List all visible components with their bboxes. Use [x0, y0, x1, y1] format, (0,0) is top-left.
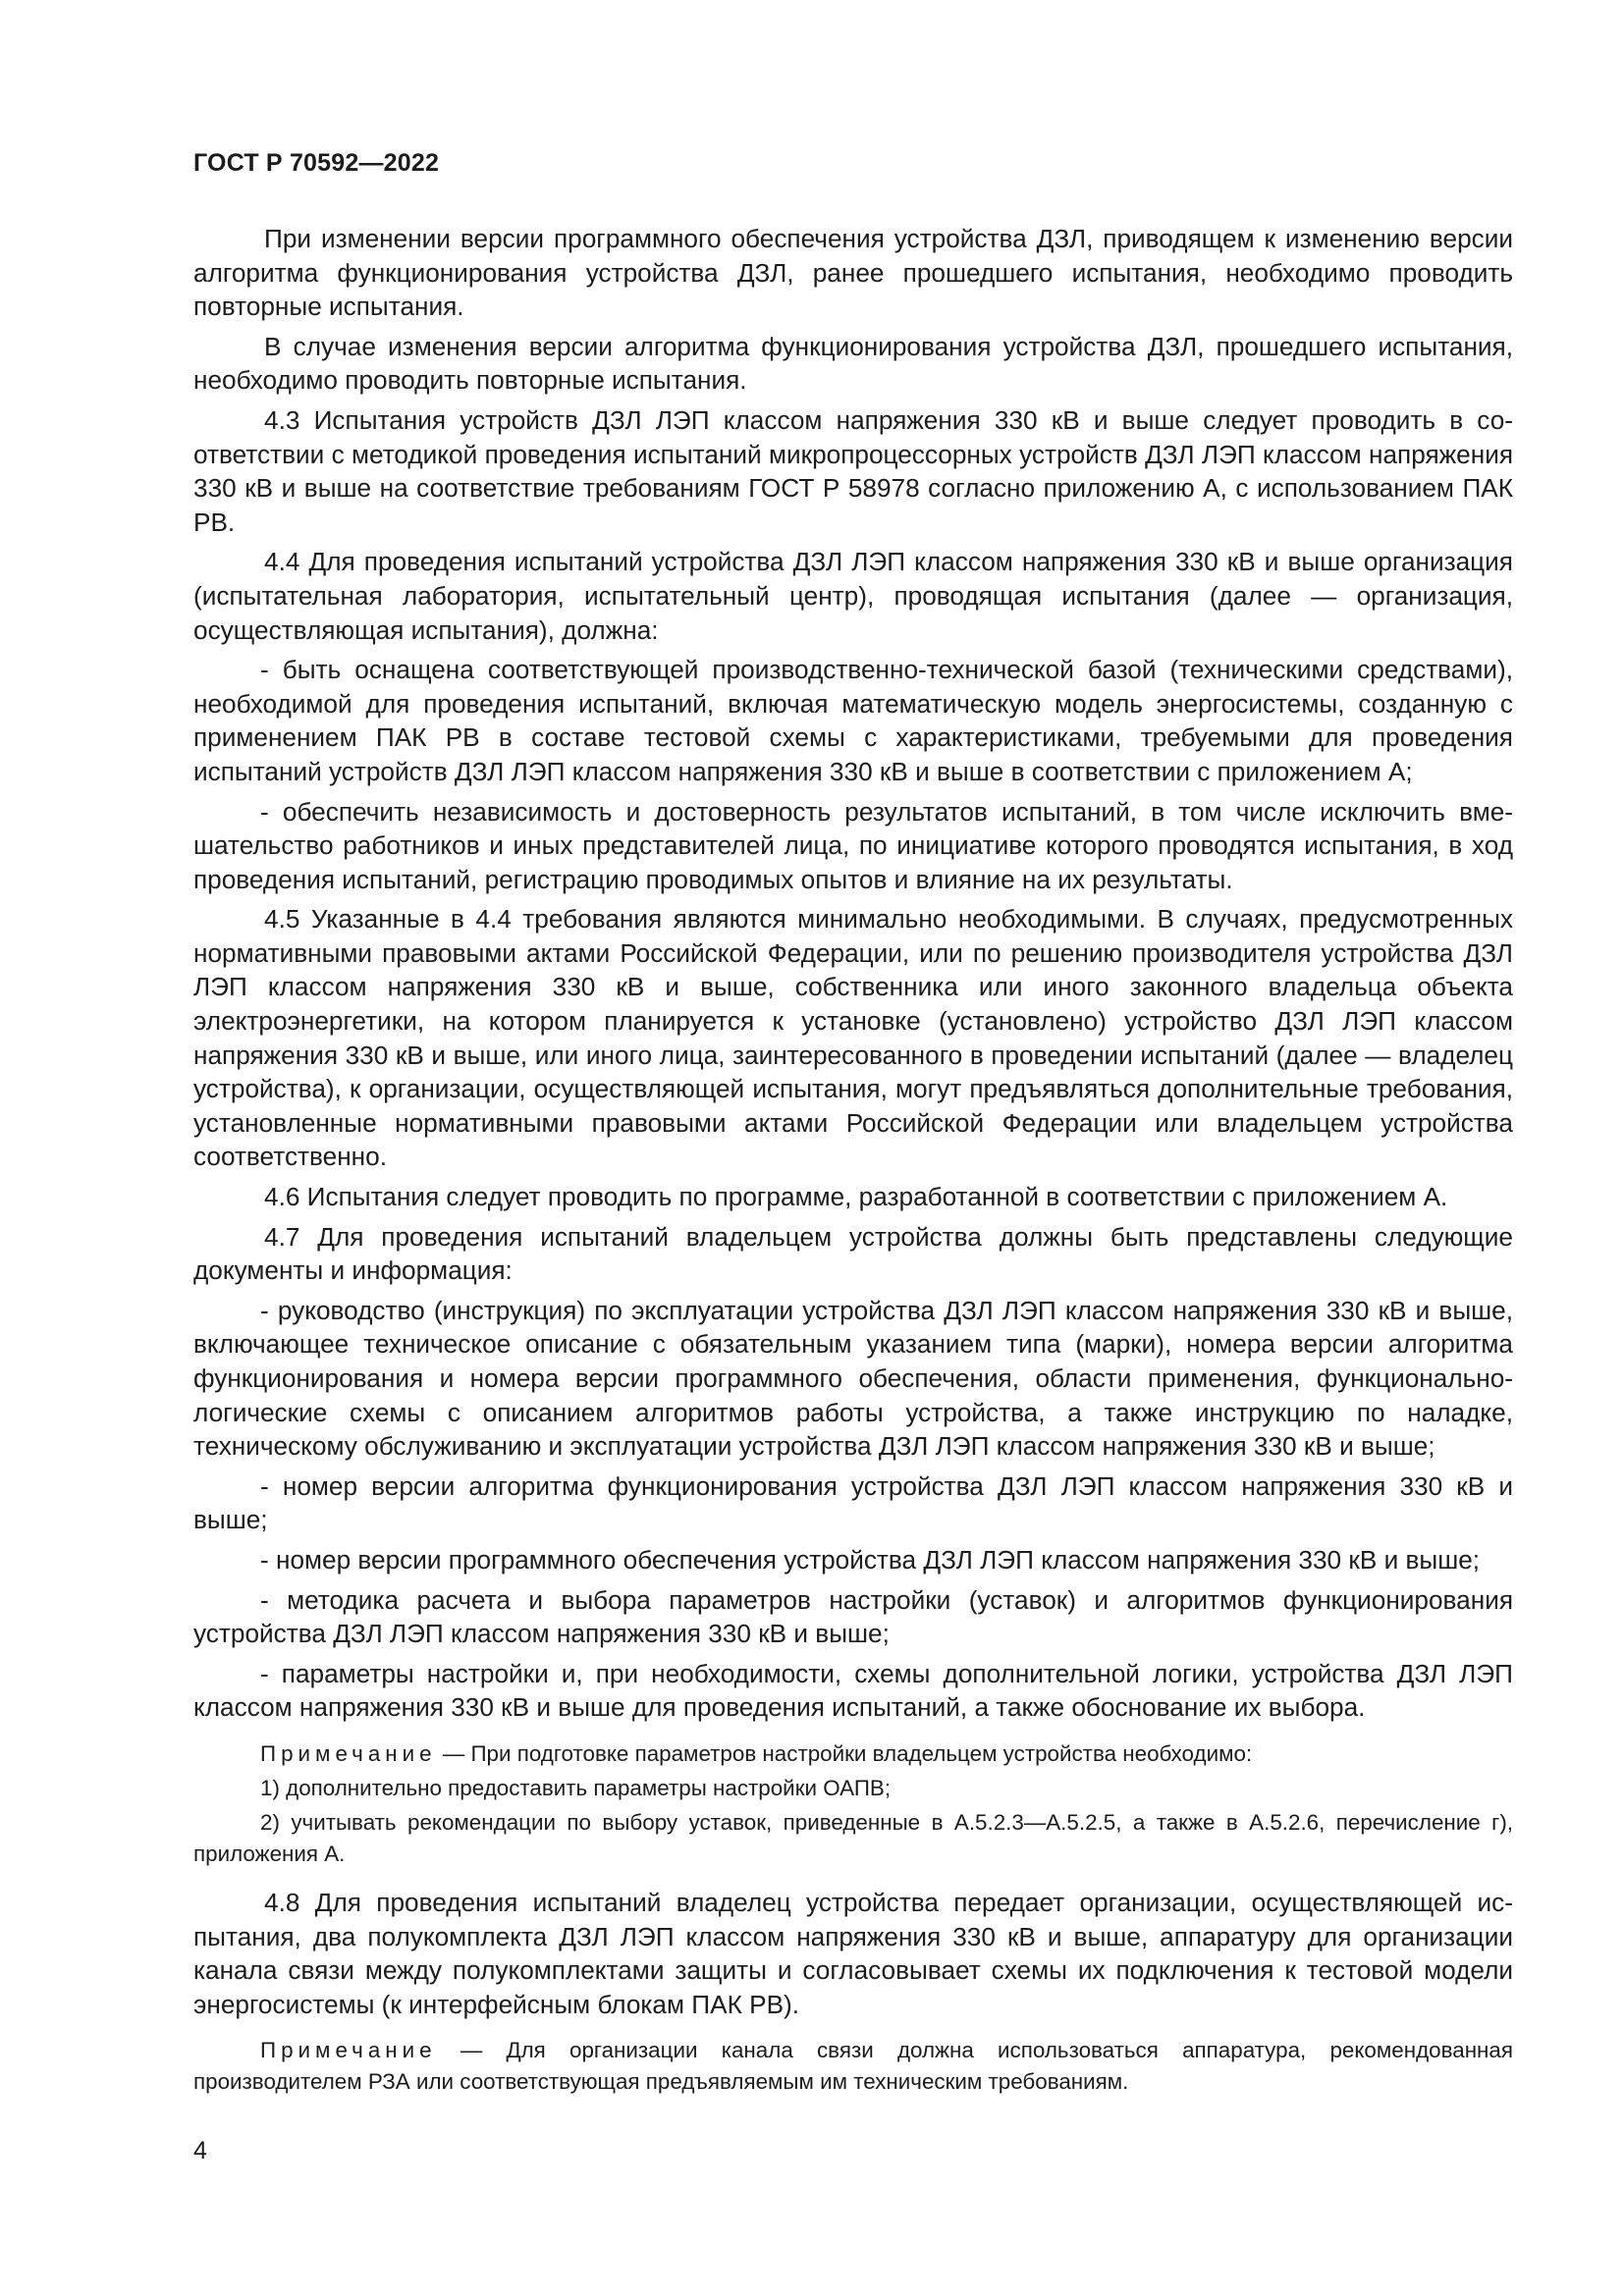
list-item-software-version: - номер версии программного обеспечения устройства ДЗЛ ЛЭП классом напряжения 330 кВ и выше; [260, 1544, 1481, 1575]
note-item-oapv: 1) дополнительно предоставить параметры настройки ОАПВ; [260, 1775, 892, 1800]
clause-4-8: 4.8 Для проведения испытаний владелец устройства передает организации, осуществляющей испытания, два полукомплекта ДЗЛ ЛЭП классом напряжения 330 кВ и выше, аппаратуру для организации канала связи между полукомплектами защиты и согласовывает схемы их подключения к тестовой модели энергосистемы (к интерфейсным блокам ПАК РВ). [193, 1887, 1513, 2019]
clause-4-7: 4.7 Для проведения испытаний владельцем устройства должны быть представлены следующие документы и информация: [193, 1221, 1513, 1286]
clause-4-6: 4.6 Испытания следует проводить по программе, разработанной в соответствии с приложением А. [264, 1182, 1448, 1212]
note-label: Примечание [260, 1740, 437, 1766]
list-item-algorithm-version: - номер версии алгоритма функционирования устройства ДЗЛ ЛЭП классом напряжения 330 кВ и выше; [193, 1470, 1513, 1535]
list-item-settings: - параметры настройки и, при необходимости, схемы дополнительной логики, устройства ДЗЛ ЛЭП классом напряжения 330 кВ и выше для проведения испытаний, а также обоснование их выбора. [193, 1658, 1513, 1723]
list-item-independence: - обеспечить независимость и достоверность результатов испытаний, в том числе исключить вмешательство работников и иных представителей лица, по инициативе которого проводятся испытания, в ход проведения испытаний, регистрацию проводимых опытов и влияние на их результаты. [193, 796, 1513, 894]
note-settings-intro [193, 1738, 1513, 1770]
standard-header: ГОСТ Р 70592—2022 [193, 149, 440, 177]
note-text: — Для организации канала связи должна использоваться аппаратура, рекомендованная производителем РЗА или соответствующая предъявляемым им техническим требованиям. [193, 2038, 1513, 2095]
clause-4-3: 4.3 Испытания устройств ДЗЛ ЛЭП классом напряжения 330 кВ и выше следует проводить в соответствии с методикой проведения испытаний микропроцессорных устройств ДЗЛ ЛЭП классом напряжения 330 кВ и выше на соответствие требованиям ГОСТ Р 58978 согласно приложению А, с использованием ПАК РВ. [193, 404, 1513, 537]
list-item-manual: - руководство (инструкция) по эксплуатации устройства ДЗЛ ЛЭП классом напряжения 330 кВ и выше, включающее техническое описание с обязательным указанием типа (марки), номера версии алгоритма функционирования и номера версии программного обеспечения, области применения, функционально-логические схемы с описанием алгоритмов работы устройства, а также инструкцию по наладке, техническому обслуживанию и эксплуатации устройства ДЗЛ ЛЭП классом напряжения 330 кВ и выше; [193, 1295, 1513, 1462]
note-item-recommendations: 2) учитывать рекомендации по выбору уставок, приведенные в А.5.2.3—А.5.2.5, а также в А.5.2.6, перечисление г), приложения А. [193, 1809, 1513, 1866]
note-settings [193, 1738, 1513, 1870]
note-channel [193, 2035, 1513, 2098]
note-label: Примечание [260, 2038, 437, 2063]
paragraph-software-version: При изменении версии программного обеспечения устройства ДЗЛ, приводящем к изменению версии алгоритма функционирования устройства ДЗЛ, ранее прошедшего испытания, необходимо проводить повторные испытания. [193, 224, 1513, 322]
paragraph-algorithm-version: В случае изменения версии алгоритма функционирования устройства ДЗЛ, прошедшего испытания, необходимо проводить повторные испытания. [193, 331, 1513, 396]
page-number: 4 [193, 2137, 207, 2164]
note-channel-text [193, 2035, 1513, 2098]
clause-4-4: 4.4 Для проведения испытаний устройства ДЗЛ ЛЭП классом напряжения 330 кВ и выше организация (испытательная лаборатория, испытательный центр), проводящая испытания (далее — организация, осуществляющая испытания), должна: [193, 547, 1513, 645]
list-item-calculation-method: - методика расчета и выбора параметров настройки (уставок) и алгоритмов функционирования устройства ДЗЛ ЛЭП классом напряжения 330 кВ и выше; [193, 1584, 1513, 1649]
note-text: — При подготовке параметров настройки владельцем устройства необходимо: [436, 1740, 1253, 1766]
document-body [193, 222, 1513, 2113]
list-item-equipment: - быть оснащена соответствующей производственно-технической базой (техническими средствами), необходимой для проведения испытаний, включая математическую модель энергосистемы, созданную с применением ПАК РВ в составе тестовой схемы с характеристиками, требуемыми для проведения испытаний устройств ДЗЛ ЛЭП классом напряжения 330 кВ и выше в соответствии с приложением А; [193, 655, 1513, 786]
clause-4-5: 4.5 Указанные в 4.4 требования являются минимально необходимыми. В случаях, предусмотренных нормативными правовыми актами Российской Федерации, или по решению производителя устройства ДЗЛ ЛЭП классом напряжения 330 кВ и выше, собственника или иного законного владельца объекта электроэнергетики, на котором планируется к установке (установлено) устройство ДЗЛ ЛЭП классом напряжения 330 кВ и выше, или иного лица, заинтересованного в проведении испытаний (далее — владелец устройства), к организации, осуществляющей испытания, могут предъявляться дополнительные требования, установленные нормативными правовыми актами Российской Федерации или владельцем устройства соответственно. [193, 904, 1513, 1172]
